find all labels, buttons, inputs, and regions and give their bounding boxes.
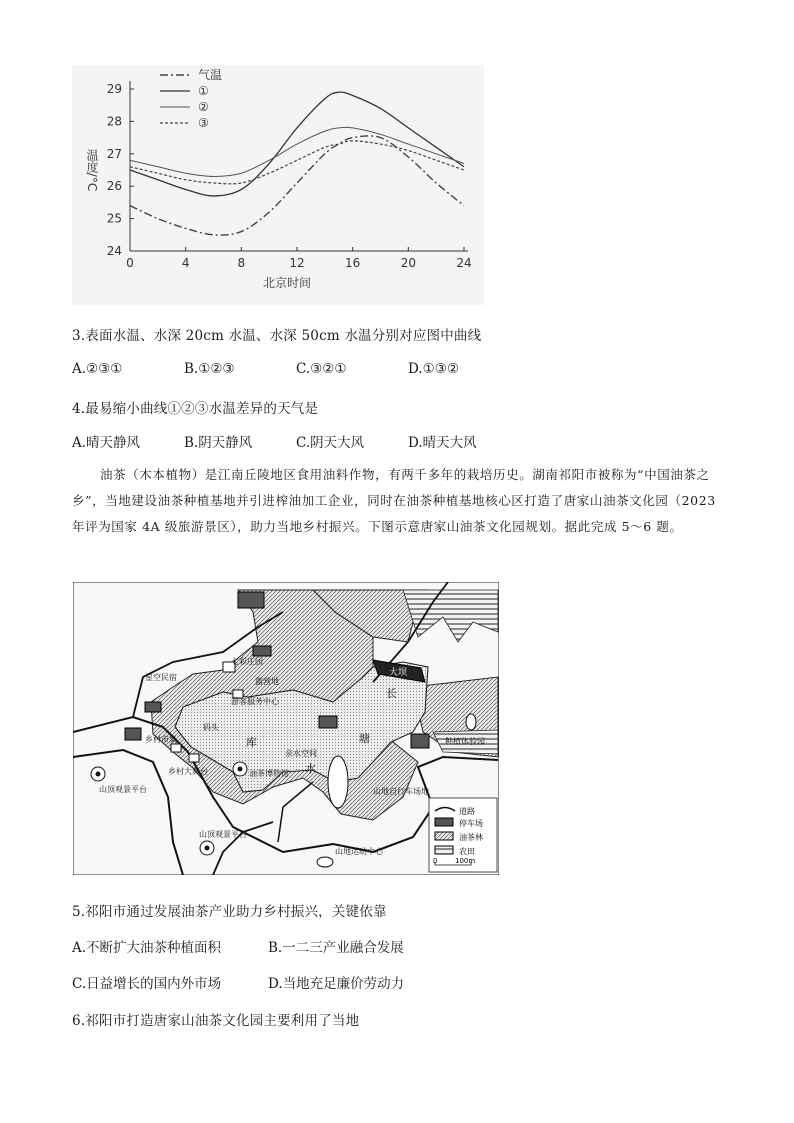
legend-label-3: ② [198, 100, 209, 114]
x-axis-label: 北京时间 [262, 276, 312, 290]
x-tick-label: 16 [345, 256, 361, 270]
question-3-stem: 3.表面水温、水深 20cm 水温、水深 50cm 水温分别对应图中曲线 [72, 328, 482, 344]
parking-lot [238, 592, 264, 608]
label-qiqing: 七彩庄园 [231, 657, 263, 666]
x-tick-label: 0 [126, 256, 134, 270]
question-4-stem: 4.最易缩小曲线①②③水温差异的天气是 [72, 401, 319, 417]
parking-lot [319, 716, 337, 728]
label-stage: 乡村大舞台 [168, 767, 208, 776]
q4-option-a[interactable]: A.晴天静风 [72, 435, 141, 451]
lake-char-tang: 塘 [359, 732, 370, 745]
y-tick-label: 24 [106, 244, 122, 258]
q4-option-b[interactable]: B.阴天静风 [184, 435, 253, 451]
map-svg [73, 582, 499, 875]
q5-option-b[interactable]: B.一二三产业融合发展 [268, 940, 404, 956]
q3-option-b[interactable]: B.①②③ [184, 361, 235, 377]
legend-road: 道路 [459, 807, 475, 816]
lake-char-chang: 长 [386, 687, 397, 700]
label-bike: 山地自行车场地 [373, 787, 429, 796]
label-museum: 油茶博物馆 [249, 769, 289, 778]
q3-option-a[interactable]: A.②③① [72, 361, 123, 377]
label-qinshui: 亲水空间 [285, 749, 317, 758]
parking-lot [411, 734, 429, 748]
q3-option-c[interactable]: C.③②① [296, 361, 347, 377]
series-line-4 [130, 141, 464, 184]
map-legend [429, 798, 497, 872]
label-market: 乡村市集 [145, 735, 177, 744]
x-tick-label: 4 [181, 256, 190, 270]
legend-label-1: 气温 [198, 68, 223, 82]
passage-text: 油茶（木本植物）是江南丘陵地区食用油料作物，有两千多年的栽培历史。湖南祁阳市被称为“中国油茶之乡”，当地建设油茶种植基地并引进榨油加工企业，同时在油茶种植基地核心区打造了唐家山油茶文化园（2023 年评为国家 4A 级旅游景区），助力当地乡村振兴。下图示意唐家山油茶文化园规划。据此完成 5～6 题。 [72, 467, 716, 534]
q5-option-a[interactable]: A.不断扩大油茶种植面积 [72, 940, 222, 956]
question-6-stem: 6.祁阳市打造唐家山油茶文化园主要利用了当地 [72, 1013, 360, 1029]
y-tick-label: 29 [106, 82, 122, 96]
x-tick-label: 20 [400, 256, 416, 270]
label-view2: 山顶观景平台 [199, 830, 247, 839]
scale-100m: 100m [455, 857, 476, 865]
x-tick-label: 8 [237, 256, 246, 270]
y-tick-label: 25 [106, 211, 122, 226]
parking-lot [253, 646, 271, 656]
label-view1: 山顶观景平台 [99, 785, 147, 794]
water-temperature-chart [72, 65, 484, 305]
legend-label-2: ① [198, 84, 209, 98]
y-tick-label: 26 [106, 179, 122, 194]
x-tick-label: 24 [456, 256, 472, 270]
scale-zero: 0 [433, 857, 438, 865]
legend-farmland: 农田 [459, 847, 475, 856]
q4-option-c[interactable]: C.阴天大风 [296, 435, 365, 451]
lake-char-shui: 水 [305, 762, 316, 775]
chart-svg [72, 65, 484, 305]
y-axis-label: 温度/°C [85, 148, 99, 192]
y-tick-label: 28 [106, 114, 122, 129]
label-matou: 码头 [203, 723, 219, 732]
label-luying: 露营地 [255, 677, 279, 686]
parking-lot [145, 702, 161, 712]
series-line-1 [130, 136, 464, 235]
legend-forest: 油茶林 [459, 833, 483, 842]
label-plant: 种植体验园 [445, 737, 485, 746]
tea-culture-park-map [73, 582, 499, 875]
q5-option-d[interactable]: D.当地充足廉价劳动力 [268, 976, 405, 992]
q3-option-d[interactable]: D.①③② [408, 361, 459, 377]
q5-option-c[interactable]: C.日益增长的国内外市场 [72, 976, 222, 992]
label-sport: 山地运动中心 [335, 847, 383, 856]
legend-parking: 停车场 [459, 819, 483, 828]
legend-label-4: ③ [198, 116, 209, 130]
label-visitor-center: 游客服务中心 [231, 697, 279, 706]
q4-option-d[interactable]: D.晴天大风 [408, 435, 477, 451]
question-5-stem: 5.祁阳市通过发展油茶产业助力乡村振兴，关键依靠 [72, 904, 387, 920]
dam-label: 大坝 [389, 668, 408, 678]
lake-char-ku: 库 [246, 736, 257, 749]
x-tick-label: 12 [289, 256, 305, 270]
label-xingkong: 星空民宿 [145, 673, 177, 682]
y-tick-label: 27 [106, 146, 122, 161]
parking-lot [125, 728, 141, 740]
